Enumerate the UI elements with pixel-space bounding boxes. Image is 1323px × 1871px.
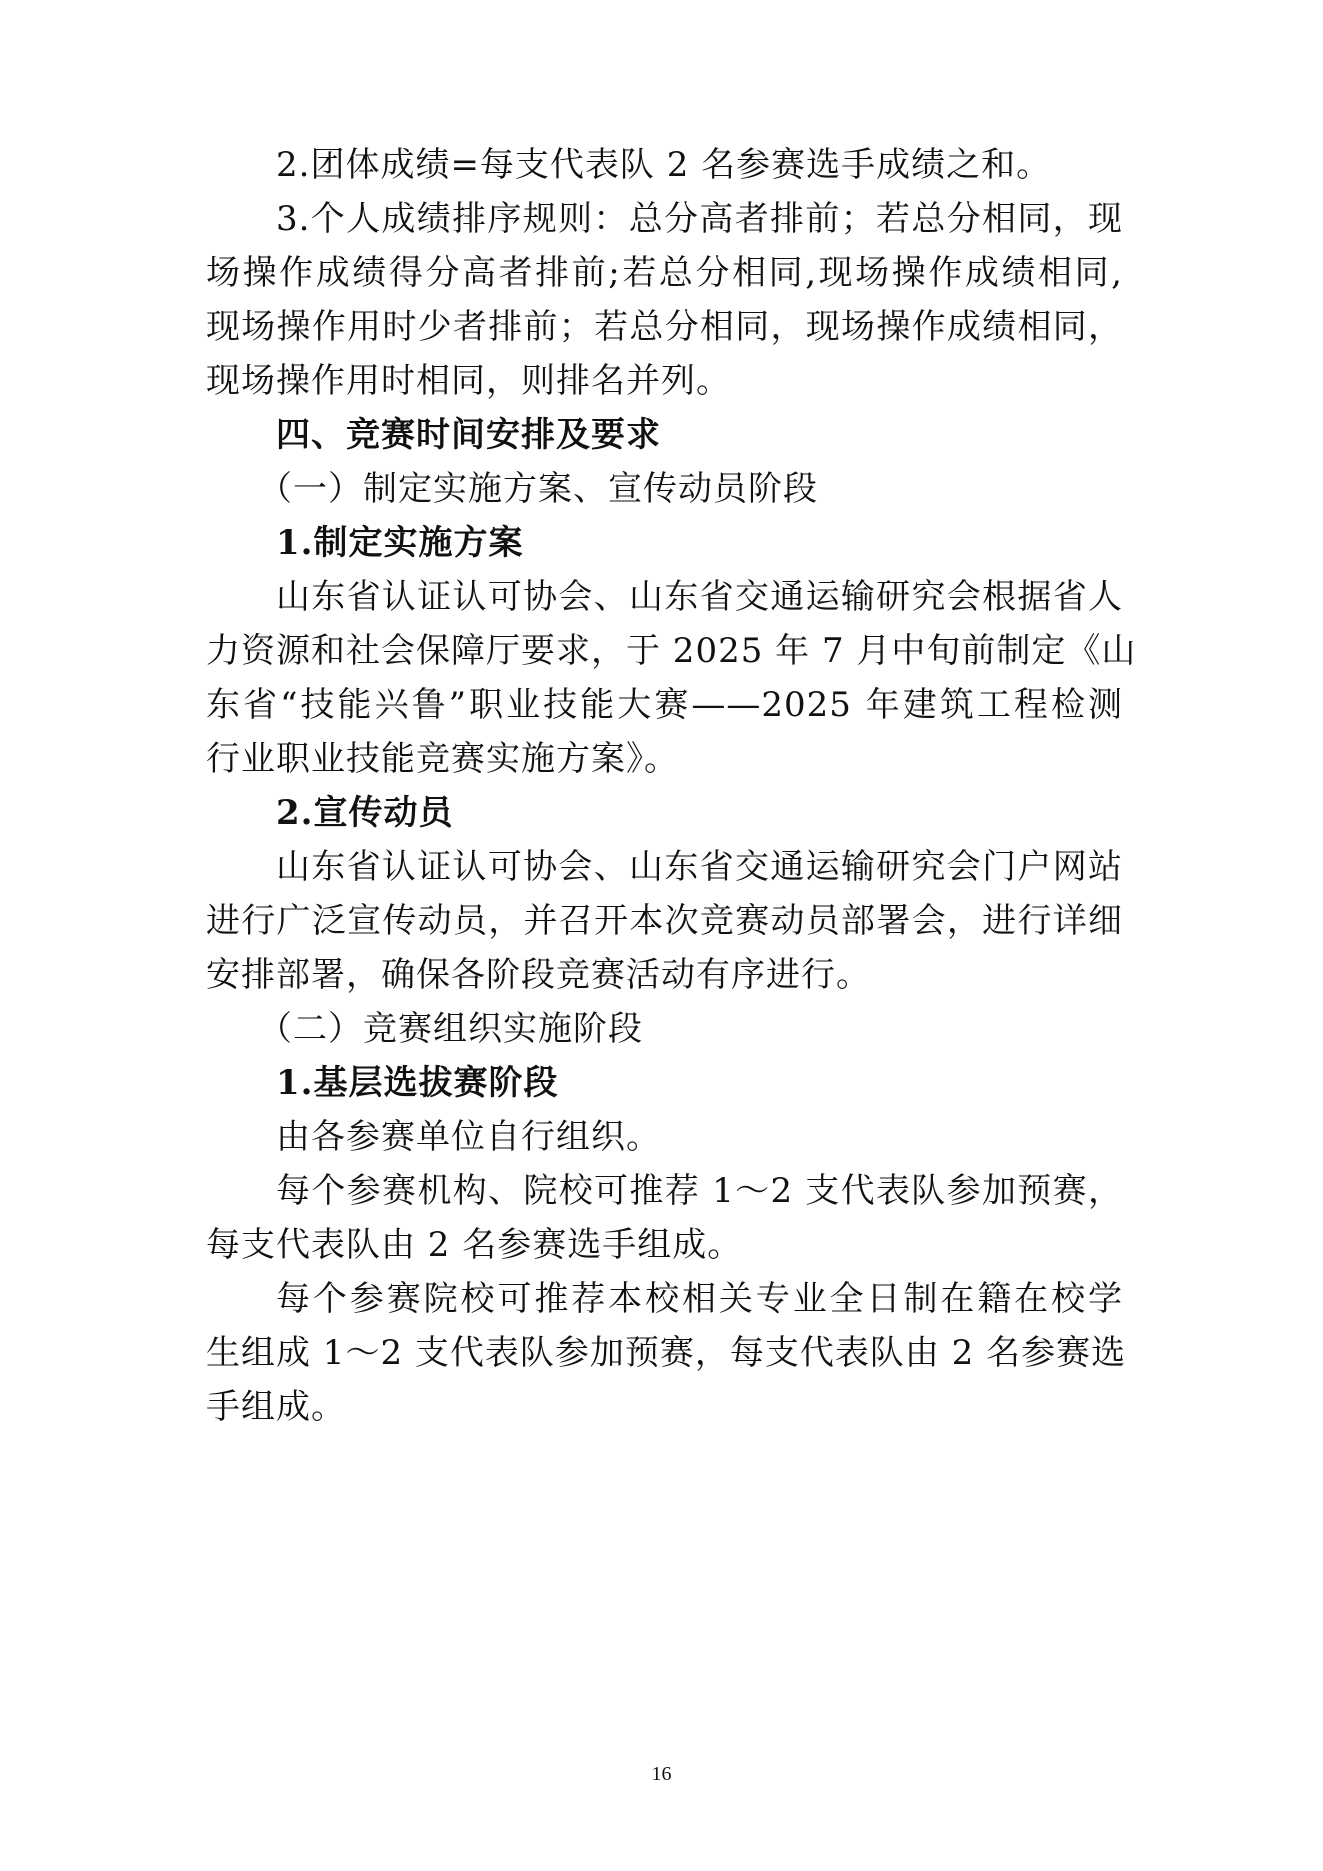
page-number: 16 [651,1763,672,1785]
paragraph-plan-line-2: 力资源和社会保障厅要求，于 2025 年 7 月中旬前制定《山 [206,631,1137,671]
paragraph-plan-line-1: 山东省认证认可协会、山东省交通运输研究会根据省人 [276,577,1123,617]
paragraph-school-teams-line-1: 每个参赛院校可推荐本校相关专业全日制在籍在校学 [276,1279,1123,1319]
paragraph-plan-line-3: 东省“技能兴鲁”职业技能大赛——2025 年建筑工程检测 [206,685,1123,725]
paragraph-publicity-line-3: 安排部署，确保各阶段竞赛活动有序进行。 [206,955,871,995]
paragraph-plan-line-4: 行业职业技能竞赛实施方案》。 [206,739,679,779]
paragraph-ranking-rules-line-4: 现场操作用时相同，则排名并列。 [206,361,731,401]
subsection-heading-implementation-stage: （二）竞赛组织实施阶段 [258,1009,643,1049]
paragraph-school-teams-line-2: 生组成 1～2 支代表队参加预赛，每支代表队由 2 名参赛选 [206,1333,1127,1373]
item-heading-publicity: 2.宣传动员 [276,793,454,833]
paragraph-institution-teams-line-2: 每支代表队由 2 名参赛选手组成。 [206,1225,743,1265]
paragraph-self-organized: 由各参赛单位自行组织。 [276,1117,661,1157]
item-heading-plan: 1.制定实施方案 [276,523,524,563]
paragraph-team-score: 2.团体成绩=每支代表队 2 名参赛选手成绩之和。 [276,145,1052,185]
paragraph-ranking-rules-line-2: 场操作成绩得分高者排前;若总分相同,现场操作成绩相同, [206,253,1123,293]
paragraph-institution-teams-line-1: 每个参赛机构、院校可推荐 1～2 支代表队参加预赛， [276,1171,1123,1211]
paragraph-school-teams-line-3: 手组成。 [206,1387,346,1427]
paragraph-ranking-rules-line-3: 现场操作用时少者排前；若总分相同，现场操作成绩相同， [206,307,1123,347]
section-heading-schedule: 四、竞赛时间安排及要求 [276,415,661,455]
item-heading-selection: 1.基层选拔赛阶段 [276,1063,559,1103]
paragraph-publicity-line-2: 进行广泛宣传动员，并召开本次竞赛动员部署会，进行详细 [206,901,1123,941]
paragraph-publicity-line-1: 山东省认证认可协会、山东省交通运输研究会门户网站 [276,847,1123,887]
subsection-heading-plan-stage: （一）制定实施方案、宣传动员阶段 [258,469,818,509]
paragraph-ranking-rules-line-1: 3.个人成绩排序规则：总分高者排前；若总分相同，现 [276,199,1123,239]
